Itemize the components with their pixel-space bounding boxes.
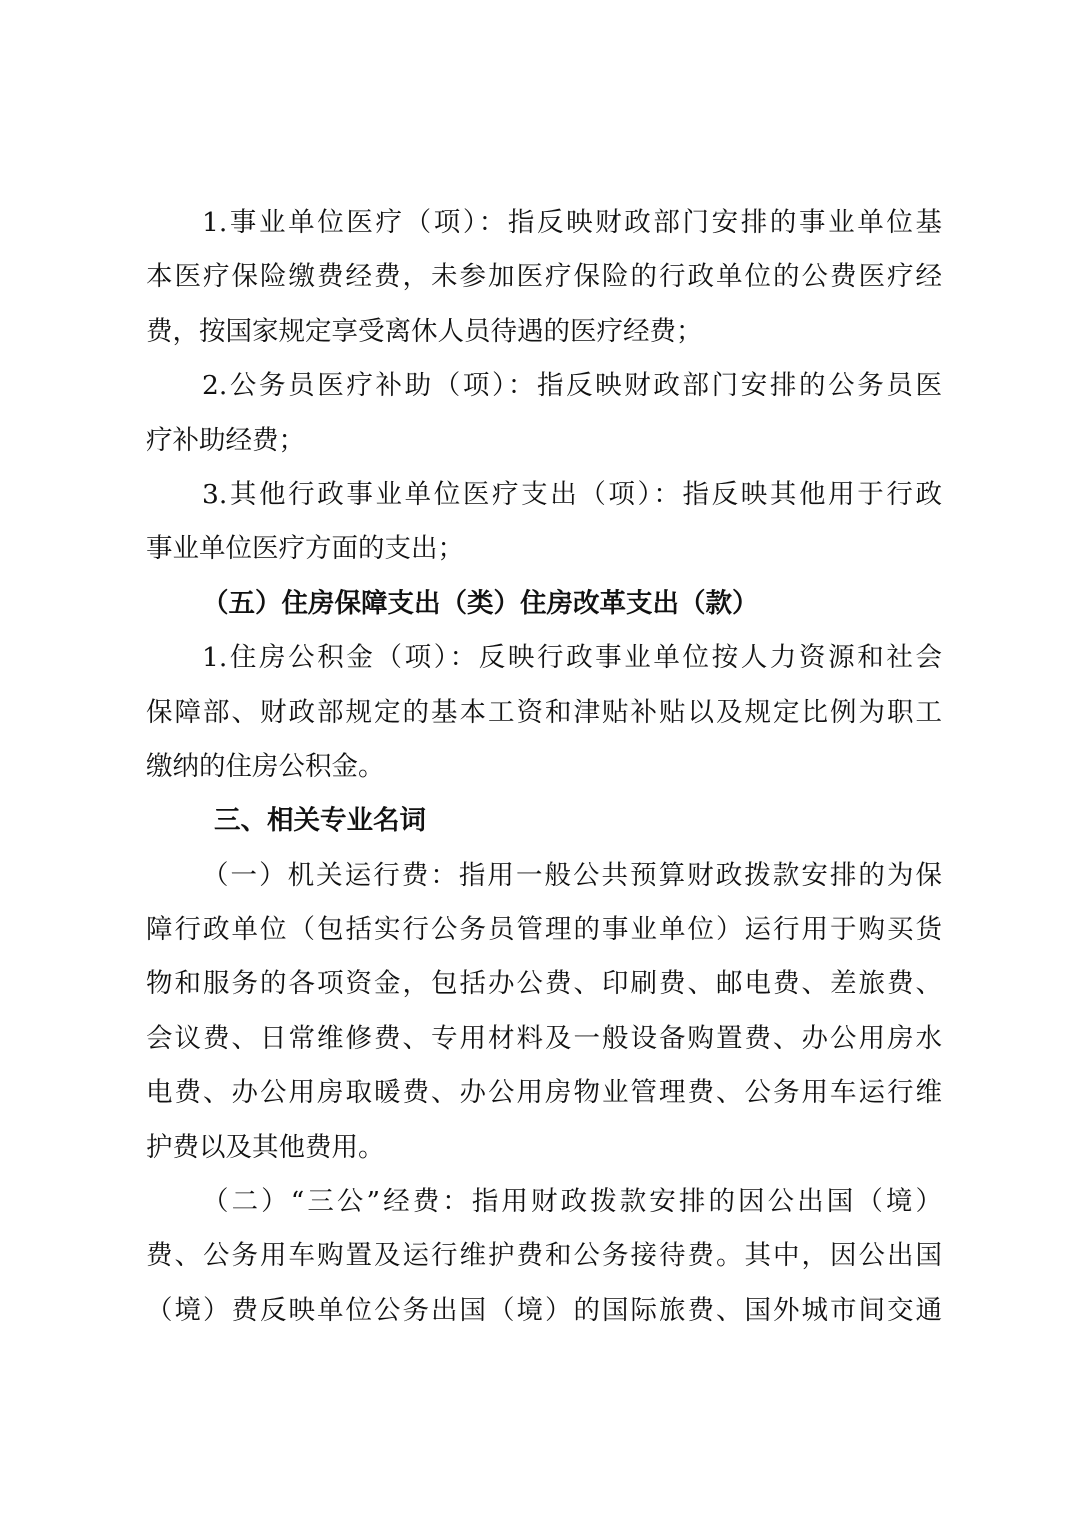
text-line: 2.公务员医疗补助（项）：指反映财政部门安排的公务员医	[202, 370, 942, 402]
text-line: 费，按国家规定享受离休人员待遇的医疗经费；	[146, 315, 703, 347]
text-line: 护费以及其他费用。	[146, 1131, 385, 1163]
text-line: 电费、办公用房取暖费、办公用房物业管理费、公务用车运行维	[146, 1077, 942, 1109]
text-line: 3.其他行政事业单位医疗支出（项）：指反映其他用于行政	[202, 478, 942, 510]
text-line: 1.事业单位医疗（项）：指反映财政部门安排的事业单位基	[202, 207, 942, 238]
paragraph	[146, 854, 942, 1180]
section-heading	[146, 582, 942, 636]
text-line: 疗补助经费；	[146, 424, 305, 456]
text-line: 保障部、财政部规定的基本工资和津贴补贴以及规定比例为职工	[146, 696, 942, 728]
text-line: （五）住房保障支出（类）住房改革支出（款）	[202, 587, 759, 619]
document-page	[146, 201, 942, 1343]
text-line: 费、公务用车购置及运行维护费和公务接待费。其中，因公出国	[146, 1240, 942, 1272]
paragraph	[146, 473, 942, 582]
text-line: 障行政单位（包括实行公务员管理的事业单位）运行用于购买货	[146, 914, 942, 946]
paragraph	[146, 1180, 942, 1343]
text-line: 缴纳的住房公积金。	[146, 750, 385, 782]
text-line: 三、相关专业名词	[214, 805, 426, 837]
text-line: （境）费反映单位公务出国（境）的国际旅费、国外城市间交通	[146, 1294, 942, 1326]
text-line: 事业单位医疗方面的支出；	[146, 533, 464, 565]
text-line: 会议费、日常维修费、专用材料及一般设备购置费、办公用房水	[146, 1022, 942, 1054]
text-line: 物和服务的各项资金，包括办公费、印刷费、邮电费、差旅费、	[146, 968, 942, 1000]
text-line: （一）机关运行费：指用一般公共预算财政拨款安排的为保	[202, 859, 942, 891]
text-line: （二）“三公”经费：指用财政拨款安排的因公出国（境）	[202, 1186, 942, 1218]
paragraph	[146, 636, 942, 799]
text-line: 本医疗保险缴费经费，未参加医疗保险的行政单位的公费医疗经	[146, 261, 942, 293]
text-line: 1.住房公积金（项）：反映行政事业单位按人力资源和社会	[202, 642, 942, 674]
paragraph	[146, 364, 942, 473]
section-heading	[146, 799, 942, 853]
paragraph	[146, 201, 942, 364]
